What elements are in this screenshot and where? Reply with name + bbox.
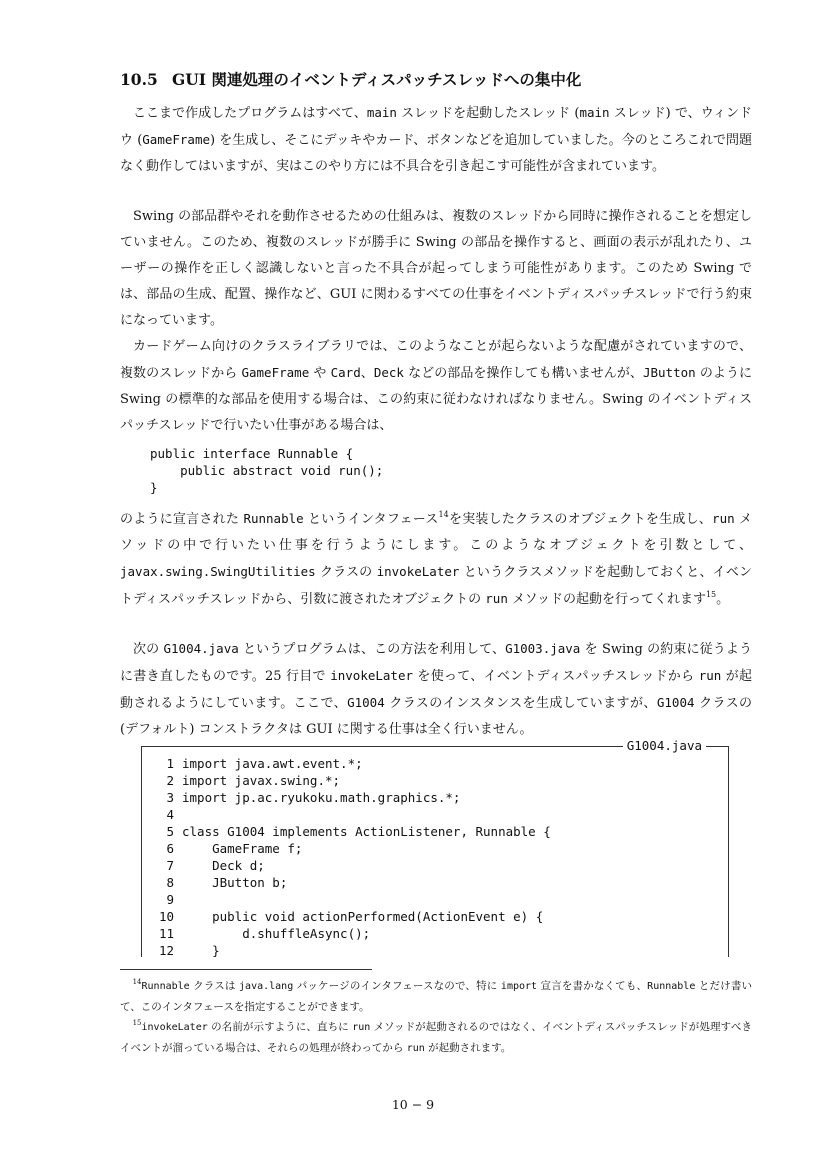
inline-code: invokeLater bbox=[376, 564, 460, 579]
code-line bbox=[158, 789, 551, 806]
text-run: 宣言を書かなくても、 bbox=[537, 980, 648, 992]
inline-code: JButton bbox=[642, 365, 696, 380]
line-code: import javax.swing.*; bbox=[182, 773, 341, 788]
text-run: クラスの (デフォルト) コンストラクタは GUI に関する仕事は全く行いません。 bbox=[120, 696, 753, 737]
section-title: GUI 関連処理のイベントディスパッチスレッドへの集中化 bbox=[172, 70, 582, 89]
line-number: 8 bbox=[166, 875, 174, 890]
text-run: パッケージのインタフェースなので、特に bbox=[293, 980, 501, 992]
line-number: 11 bbox=[158, 926, 174, 941]
line-code: GameFrame f; bbox=[182, 841, 303, 856]
code-line bbox=[158, 942, 551, 959]
inline-code: invokeLater bbox=[330, 668, 414, 683]
line-number: 5 bbox=[166, 824, 174, 839]
paragraph-3 bbox=[120, 334, 752, 439]
inline-code: run bbox=[406, 1043, 425, 1054]
text-run: のように Swing の標準的な部品を使用する場合は、この約束に従わなければなりません。Swing のイベントディスパッチスレッドで行いたい仕事がある場合は、 bbox=[120, 366, 752, 433]
footnote-14 bbox=[120, 976, 752, 1017]
line-number: 7 bbox=[166, 858, 174, 873]
line-number: 6 bbox=[166, 841, 174, 856]
text-run: を実装したクラスのオブジェクトを生成し、 bbox=[448, 512, 713, 527]
inline-code: G1004.java bbox=[163, 641, 239, 656]
footnote-15 bbox=[120, 1017, 752, 1059]
text-run: というプログラムは、この方法を利用して、 bbox=[238, 642, 506, 657]
text-run: を使って、イベントディスパッチスレッドから bbox=[413, 669, 699, 684]
text-run: の名前が示すように、直ちに bbox=[207, 1021, 353, 1033]
text-run: というインタフェース bbox=[303, 512, 439, 527]
code-line bbox=[158, 874, 551, 891]
text-run: が起動されるようにしています。ここで、 bbox=[120, 669, 752, 711]
text-run: とだけ書いて、このインタフェースを指定することができます。 bbox=[120, 980, 752, 1013]
paragraph-1 bbox=[120, 100, 752, 180]
text-run: クラスのインスタンスを生成していますが、 bbox=[384, 696, 657, 711]
inline-code: Card bbox=[330, 365, 361, 380]
code-line bbox=[158, 823, 551, 840]
line-code: import java.awt.event.*; bbox=[182, 756, 363, 771]
text-run: や bbox=[309, 366, 331, 381]
text-run: メソッドの中で行いたい仕事を行うようにします。このようなオブジェクトを引数として、 bbox=[120, 512, 752, 553]
text-run: のように宣言された bbox=[120, 512, 244, 527]
code-line bbox=[158, 840, 551, 857]
inline-code: Runnable bbox=[647, 981, 696, 992]
inline-code: main bbox=[366, 105, 397, 120]
text-run: 。 bbox=[716, 592, 730, 607]
line-number: 4 bbox=[166, 807, 174, 822]
line-code: import jp.ac.ryukoku.math.graphics.*; bbox=[182, 790, 461, 805]
text-run: カードゲーム向けのクラスライブラリでは、このようなことが起らないような配慮がされていますので、複数のスレッドから bbox=[120, 339, 752, 381]
text-run: が起動されます。 bbox=[424, 1042, 512, 1054]
inline-code: java.lang bbox=[239, 981, 294, 992]
inline-code: G1003.java bbox=[505, 641, 581, 656]
text-run: スレッドを起動したスレッド ( bbox=[396, 106, 580, 121]
text-run: メソッドが起動されるのではなく、イベントディスパッチスレッドが処理すべきイベントが溜っている場合は、それらの処理が終わってから bbox=[120, 1021, 752, 1054]
line-code: d.shuffleAsync(); bbox=[182, 926, 371, 941]
line-code: } bbox=[182, 943, 220, 958]
paragraph-2: Swing の部品群やそれを動作させるための仕組みは、複数のスレッドから同時に操作されることを想定していません。このため、複数のスレッドが勝手に Swing の部品を操作すると、画面の表示が乱れたり、ユーザーの操作を正しく認識しないと言った不具合が起ってしまう可能性があります。このため Swing では、部品の生成、配置、操作など、GUI に関わるすべての仕事をイベントディスパッチスレッドで行う約束になっています。 bbox=[120, 209, 752, 328]
footnote-ref-15[interactable]: 15 bbox=[705, 590, 717, 599]
line-code: class G1004 implements ActionListener, Runnable { bbox=[182, 824, 551, 839]
line-code: public void actionPerformed(ActionEvent e) { bbox=[182, 909, 544, 924]
text-run: クラスは bbox=[189, 980, 240, 992]
code-line bbox=[158, 908, 551, 925]
code-line bbox=[158, 925, 551, 942]
section-number: 10.5 bbox=[120, 70, 158, 89]
text-run: スレッド) で、ウィンドウ ( bbox=[120, 106, 753, 148]
inline-code: run bbox=[352, 1022, 371, 1033]
inline-code: Deck bbox=[373, 365, 404, 380]
inline-code: main bbox=[579, 105, 610, 120]
text-run: 、 bbox=[360, 366, 374, 381]
line-number: 12 bbox=[158, 943, 174, 958]
text-run: ) を生成し、そこにデッキやカード、ボタンなどを追加していました。今のところこれで問題なく動作してはいますが、実はこのやり方には不具合を引き起こす可能性が含まれています。 bbox=[120, 133, 752, 174]
footnote-number: 15 bbox=[132, 1019, 142, 1027]
code-listing-box bbox=[141, 738, 729, 958]
inline-code: GameFrame bbox=[241, 365, 310, 380]
code-line bbox=[158, 755, 551, 772]
runnable-code-snippet: public interface Runnable { public abstract void run(); } bbox=[150, 446, 384, 495]
inline-code: G1004 bbox=[347, 695, 385, 710]
code-line bbox=[158, 857, 551, 874]
inline-code: javax.swing.SwingUtilities bbox=[120, 564, 316, 579]
paragraph-4 bbox=[120, 506, 752, 613]
footnote-rule bbox=[120, 969, 372, 970]
line-code: JButton b; bbox=[182, 875, 288, 890]
footnote-number: 14 bbox=[132, 978, 142, 986]
inline-code: invokeLater bbox=[141, 1022, 208, 1033]
inline-code: Runnable bbox=[243, 511, 304, 526]
text-run: を Swing の約束に従うように書き直したものです。25 行目で bbox=[120, 642, 752, 684]
line-code: Deck d; bbox=[182, 858, 265, 873]
inline-code: G1004 bbox=[656, 695, 695, 710]
line-number: 3 bbox=[166, 790, 174, 805]
line-number: 1 bbox=[166, 756, 174, 771]
text-run: メソッドの起動を行ってくれます bbox=[507, 592, 706, 607]
section-heading bbox=[120, 68, 760, 90]
text-run: などの部品を操作しても構いませんが、 bbox=[403, 366, 643, 381]
inline-code: import bbox=[500, 981, 538, 992]
page-number: 10 − 9 bbox=[391, 1097, 435, 1112]
text-run: クラスの bbox=[315, 565, 377, 580]
inline-code: run bbox=[698, 668, 722, 683]
inline-code: run bbox=[485, 591, 508, 606]
listing-lines bbox=[158, 755, 551, 959]
inline-code: run bbox=[712, 511, 735, 526]
line-number: 10 bbox=[158, 909, 174, 924]
text-run: 次の bbox=[133, 642, 164, 657]
code-line bbox=[158, 806, 551, 823]
inline-code: GameFrame bbox=[142, 132, 210, 147]
text-run: というクラスメソッドを起動しておくと、イベントディスパッチスレッドから、引数に渡されたオブジェクトの bbox=[120, 565, 753, 607]
code-line bbox=[158, 772, 551, 789]
paragraph-5 bbox=[120, 636, 752, 743]
line-number: 9 bbox=[166, 892, 174, 907]
code-line bbox=[158, 891, 551, 908]
line-number: 2 bbox=[166, 773, 174, 788]
text-run: ここまで作成したプログラムはすべて、 bbox=[133, 106, 367, 121]
footnote-ref-14[interactable]: 14 bbox=[438, 510, 449, 519]
listing-filename: G1004.java bbox=[623, 739, 706, 753]
inline-code: Runnable bbox=[141, 981, 190, 992]
